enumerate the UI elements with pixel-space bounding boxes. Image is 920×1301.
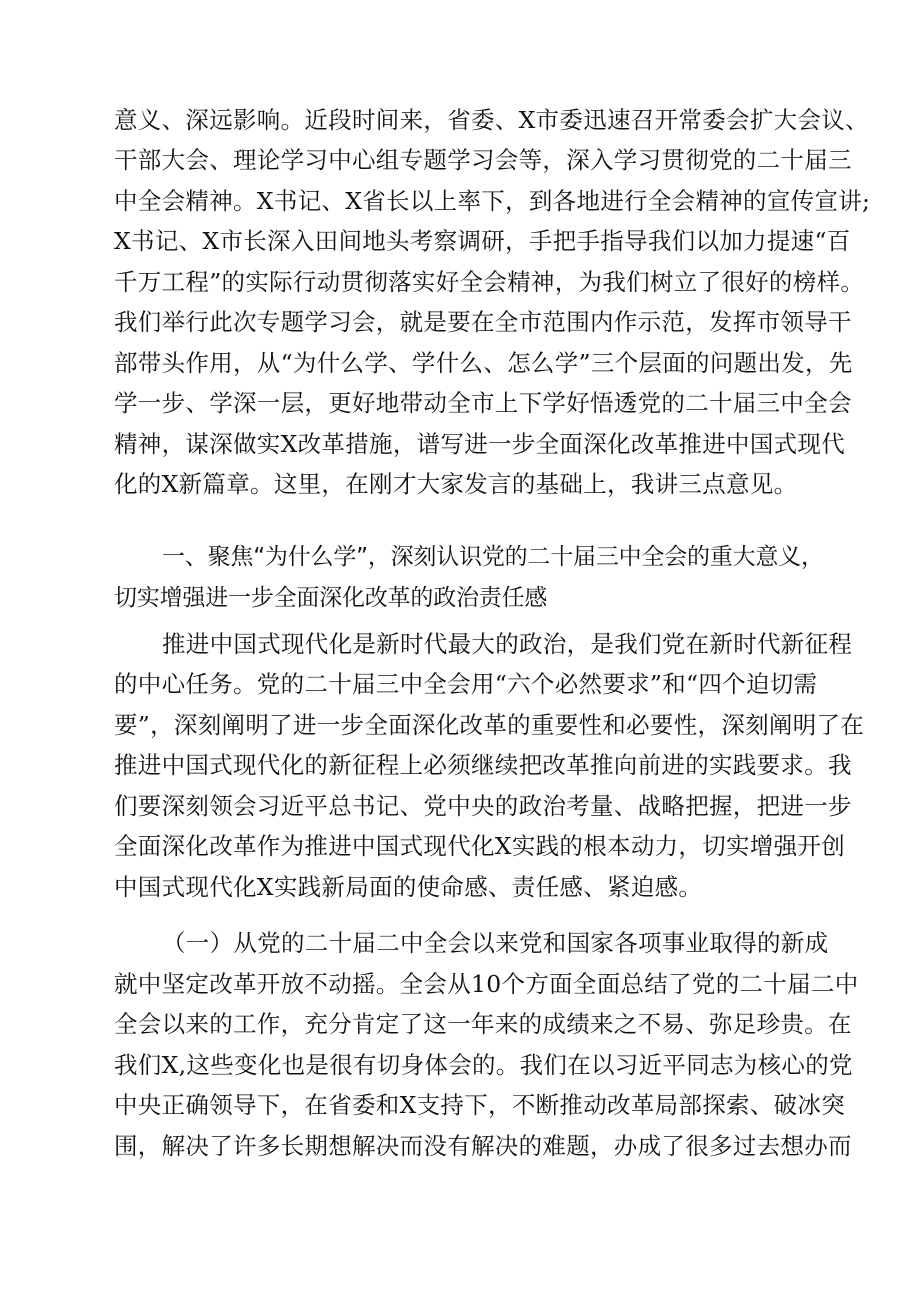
paragraph-line: 化的X新篇章。这里，在刚才大家发言的基础上，我讲三点意见。 bbox=[114, 470, 798, 498]
paragraph-line: 中全会精神。X书记、X省长以上率下，到各地进行全会精神的宣传宣讲; bbox=[114, 187, 871, 215]
paragraph-line: 意义、深远影响。近段时间来，省委、X市委迅速召开常委会扩大会议、 bbox=[114, 106, 869, 134]
paragraph-line: 的中心任务。党的二十届三中全会用“六个必然要求”和“四个迫切需 bbox=[114, 670, 818, 698]
paragraph-line: （一）从党的二十届二中全会以来党和国家各项事业取得的新成 bbox=[162, 929, 829, 957]
paragraph-line: 推进中国式现代化的新征程上必须继续把改革推向前进的实践要求。我 bbox=[114, 751, 852, 779]
paragraph-line: 围，解决了许多长期想解决而没有解决的难题，办成了很多过去想办而 bbox=[114, 1132, 852, 1160]
paragraph-line: 千万工程”的实际行动贯彻落实好全会精神，为我们树立了很好的榜样。 bbox=[114, 268, 865, 296]
paragraph-line: 干部大会、理论学习中心组专题学习会等，深入学习贯彻党的二十届三 bbox=[114, 146, 852, 174]
paragraph-line: 全会以来的工作，充分肯定了这一年来的成绩来之不易、弥足珍贵。在 bbox=[114, 1010, 852, 1038]
paragraph-line: 中国式现代化X实践新局面的使命感、责任感、紧迫感。 bbox=[114, 873, 703, 901]
paragraph-line: X书记、X市长深入田间地头考察调研，手把手指导我们以加力提速“百 bbox=[114, 227, 851, 255]
paragraph-line: 我们举行此次专题学习会，就是要在全市范围内作示范，发挥市领导干 bbox=[114, 308, 852, 336]
paragraph-line: 精神，谋深做实X改革措施，谱写进一步全面深化改革推进中国式现代 bbox=[114, 430, 846, 458]
section-heading: 切实增强进一步全面深化改革的政治责任感 bbox=[114, 585, 548, 611]
paragraph-line: 要”，深刻阐明了进一步全面深化改革的重要性和必要性，深刻阐明了在 bbox=[114, 711, 865, 739]
section-heading: 一、聚焦“为什么学”，深刻认识党的二十届三中全会的重大意义， bbox=[162, 544, 824, 570]
paragraph-line: 全面深化改革作为推进中国式现代化X实践的根本动力，切实增强开创 bbox=[114, 832, 846, 860]
paragraph-line: 部带头作用，从“为什么学、学什么、怎么学”三个层面的问题出发，先 bbox=[114, 349, 853, 377]
paragraph-line: 推进中国式现代化是新时代最大的政治，是我们党在新时代新征程 bbox=[162, 630, 853, 658]
paragraph-line: 就中坚定改革开放不动摇。全会从10个方面全面总结了党的二十届二中 bbox=[114, 970, 859, 998]
paragraph-line: 们要深刻领会习近平总书记、党中央的政治考量、战略把握，把进一步 bbox=[114, 792, 852, 820]
paragraph-line: 学一步、学深一层，更好地带动全市上下学好悟透党的二十届三中全会 bbox=[114, 389, 852, 417]
paragraph-line: 中央正确领导下，在省委和X支持下，不断推动改革局部探索、破冰突 bbox=[114, 1091, 846, 1119]
paragraph-line: 我们X,这些变化也是很有切身体会的。我们在以习近平同志为核心的党 bbox=[114, 1051, 853, 1079]
